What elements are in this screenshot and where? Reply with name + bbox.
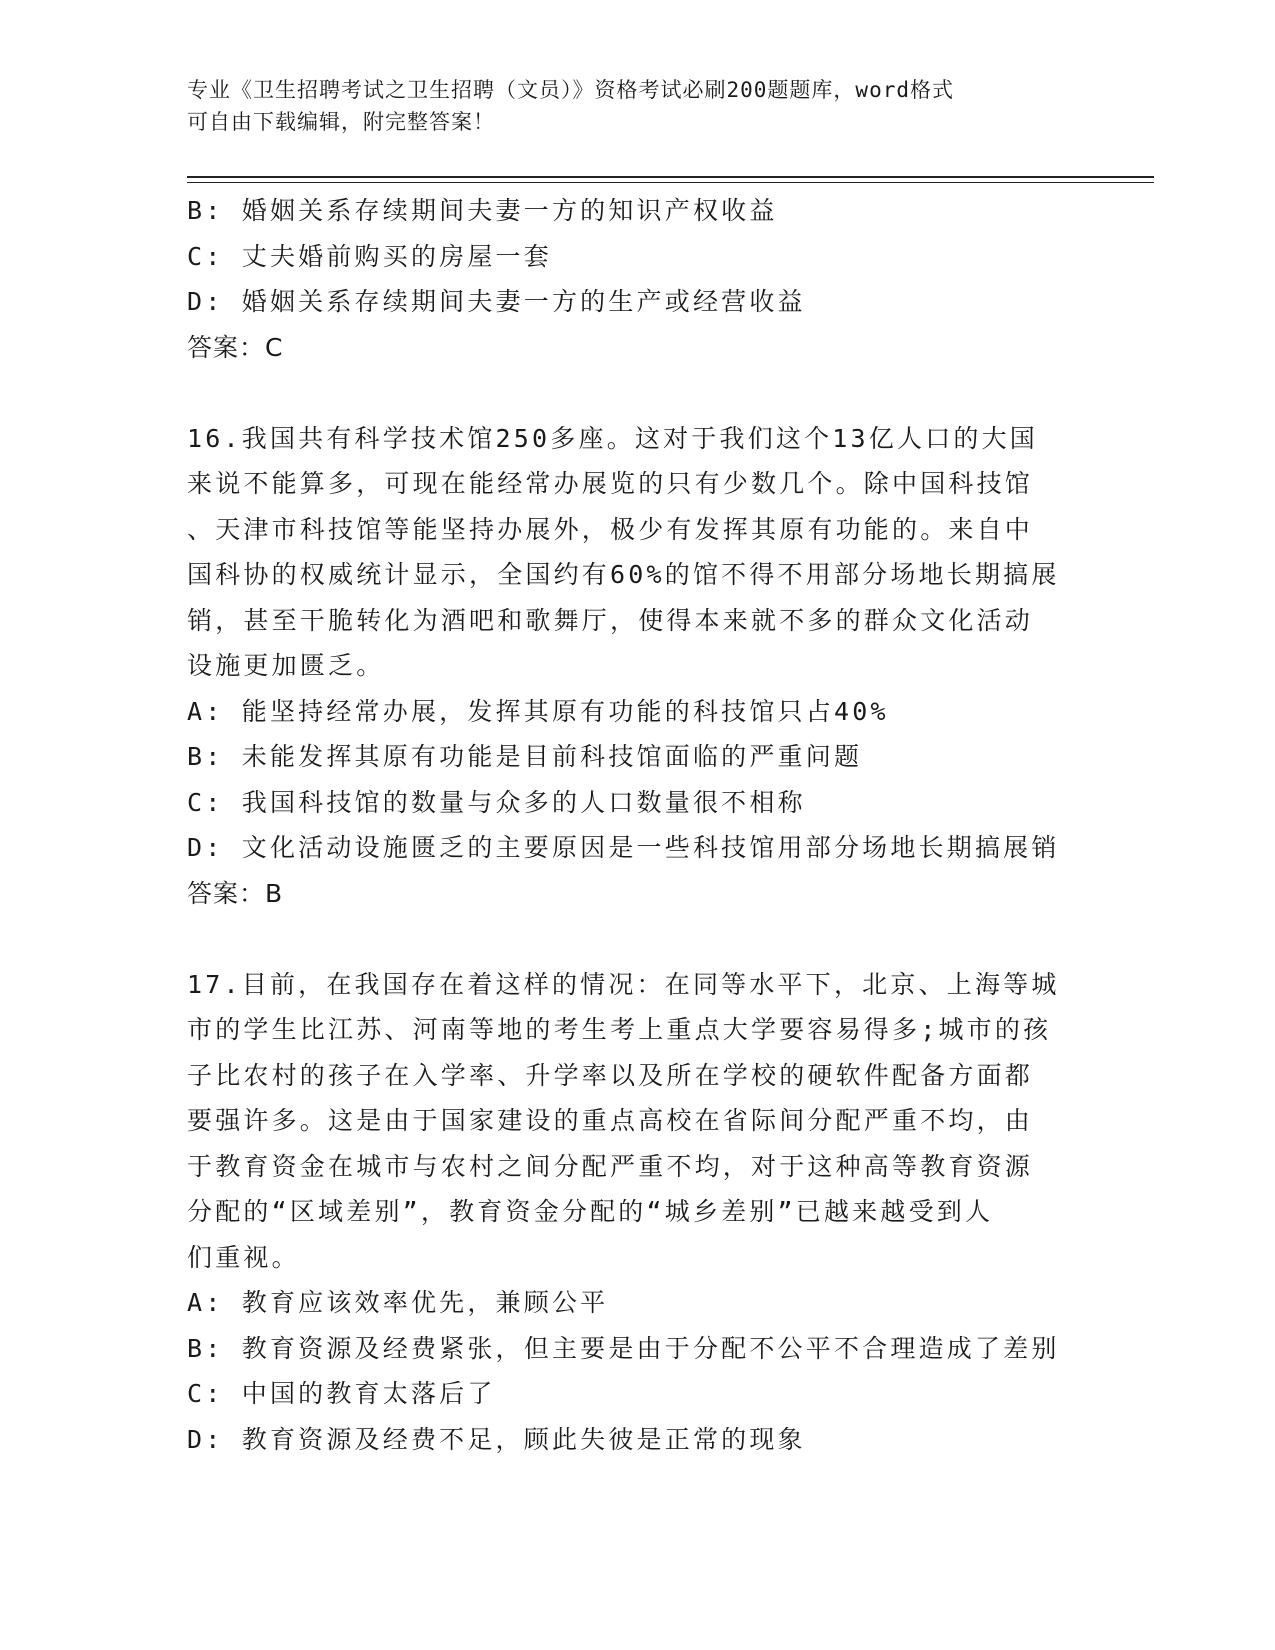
question-stem-line: 们重视。 bbox=[187, 1242, 300, 1272]
question-16 bbox=[187, 416, 1087, 917]
header-title-line-1: 专业《卫生招聘考试之卫生招聘（文员）》资格考试必刷200题题库，word格式 bbox=[187, 78, 954, 102]
option-d: D: 文化活动设施匮乏的主要原因是一些科技馆用部分场地长期搞展销 bbox=[187, 833, 1060, 862]
option-c: C: 我国科技馆的数量与众多的人口数量很不相称 bbox=[187, 787, 806, 817]
answer-line: 答案：B bbox=[187, 878, 284, 908]
option-d: D: 婚姻关系存续期间夫妻一方的生产或经营收益 bbox=[187, 287, 806, 316]
spacer bbox=[187, 916, 1087, 962]
question-stem-line: 要强许多。这是由于国家建设的重点高校在省际间分配严重不均，由 bbox=[187, 1106, 1034, 1135]
question-stem-line: 、天津市科技馆等能坚持办展外，极少有发挥其原有功能的。来自中 bbox=[187, 514, 1034, 544]
option-b: B: 教育资源及经费紧张，但主要是由于分配不公平不合理造成了差别 bbox=[187, 1333, 1060, 1363]
header-divider-thin bbox=[187, 182, 1154, 183]
question-stem-line: 国科协的权威统计显示，全国约有60%的馆不得不用部分场地长期搞展 bbox=[187, 560, 1060, 589]
question-stem-line: 子比农村的孩子在入学率、升学率以及所在学校的硬软件配备方面都 bbox=[187, 1060, 1034, 1090]
spacer bbox=[187, 370, 1087, 416]
page-header bbox=[187, 74, 1067, 138]
question-stem-line: 来说不能算多，可现在能经常办展览的只有少数几个。除中国科技馆 bbox=[187, 469, 1034, 498]
question-stem-line: 16.我国共有科学技术馆250多座。这对于我们这个13亿人口的大国 bbox=[187, 423, 1039, 453]
option-c: C: 丈夫婚前购买的房屋一套 bbox=[187, 241, 552, 271]
option-a: A: 能坚持经常办展，发挥其原有功能的科技馆只占40% bbox=[187, 696, 889, 726]
document-body bbox=[187, 188, 1087, 1462]
question-stem-line: 分配的“区域差别”，教育资金分配的“城乡差别”已越来越受到人 bbox=[187, 1197, 994, 1226]
question-stem-line: 17.目前，在我国存在着这样的情况：在同等水平下，北京、上海等城 bbox=[187, 969, 1060, 999]
question-stem-line: 设施更加匮乏。 bbox=[187, 651, 385, 680]
option-d: D: 教育资源及经费不足，顾此失彼是正常的现象 bbox=[187, 1424, 806, 1454]
question-stem-line: 市的学生比江苏、河南等地的考生考上重点大学要容易得多;城市的孩 bbox=[187, 1015, 1052, 1044]
header-title-line-2: 可自由下载编辑，附完整答案！ bbox=[187, 110, 495, 134]
option-b: B: 未能发挥其原有功能是目前科技馆面临的严重问题 bbox=[187, 742, 863, 771]
question-17 bbox=[187, 962, 1087, 1463]
option-b: B: 婚姻关系存续期间夫妻一方的知识产权收益 bbox=[187, 196, 778, 225]
option-a: A: 教育应该效率优先，兼顾公平 bbox=[187, 1288, 609, 1317]
question-15-tail bbox=[187, 188, 1087, 370]
answer-line: 答案：C bbox=[187, 332, 284, 362]
option-c: C: 中国的教育太落后了 bbox=[187, 1379, 496, 1408]
question-stem-line: 销，甚至干脆转化为酒吧和歌舞厅，使得本来就不多的群众文化活动 bbox=[187, 605, 1034, 635]
header-divider-thick bbox=[187, 176, 1154, 178]
question-stem-line: 于教育资金在城市与农村之间分配严重不均，对于这种高等教育资源 bbox=[187, 1151, 1034, 1181]
